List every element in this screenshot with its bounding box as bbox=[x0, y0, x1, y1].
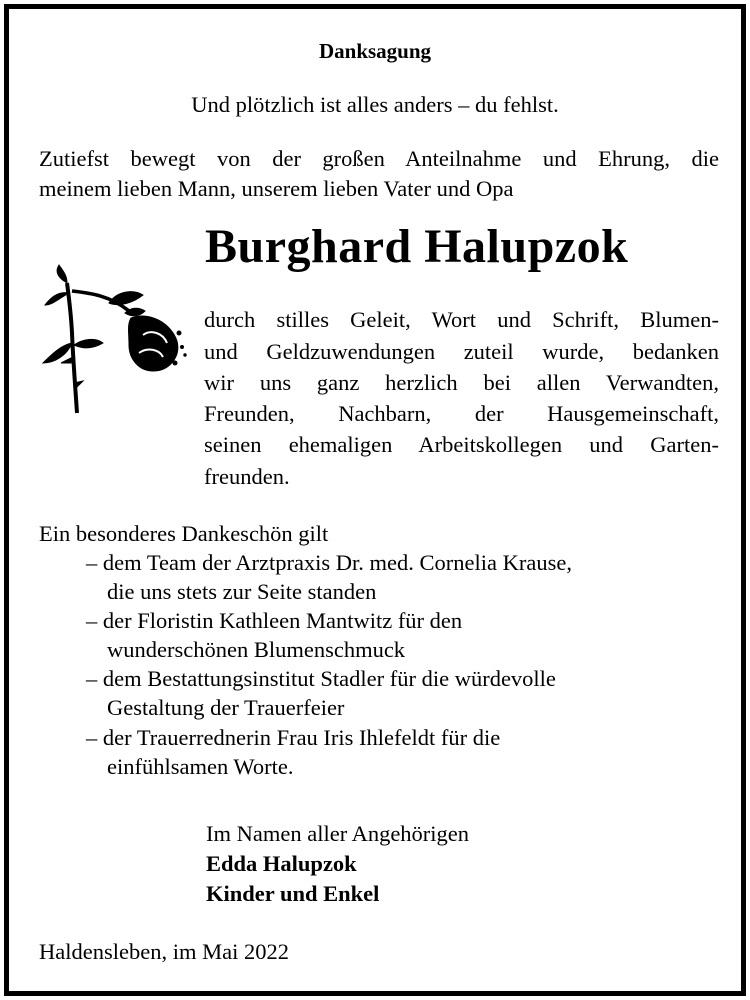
intro-line: Zutiefst bewegt von der großen Anteilnahme und Ehrung, die bbox=[39, 146, 719, 171]
thanks-item-continuation: einfühlsamen Worte. bbox=[107, 754, 294, 779]
place-date: Haldensleben, im Mai 2022 bbox=[39, 939, 289, 964]
thanks-item-continuation: die uns stets zur Seite standen bbox=[107, 579, 377, 604]
body-line: Freunden, Nachbarn, der Hausgemeinschaft, bbox=[204, 401, 719, 426]
body-line: und Geldzuwendungen zuteil wurde, bedanken bbox=[204, 339, 719, 364]
intro-line: meinem lieben Mann, unserem lieben Vater und Opa bbox=[39, 176, 514, 201]
obituary-notice bbox=[4, 4, 746, 996]
rose-icon bbox=[39, 263, 189, 423]
thanks-item: – dem Team der Arztpraxis Dr. med. Cornelia Krause, bbox=[86, 550, 572, 575]
body-line: seinen ehemaligen Arbeitskollegen und Garten- bbox=[204, 432, 719, 457]
signature-line: Im Namen aller Angehörigen bbox=[206, 821, 470, 846]
thanks-item-continuation: wunderschönen Blumenschmuck bbox=[107, 637, 406, 662]
thanks-item: – der Trauerrednerin Frau Iris Ihlefeldt für die bbox=[86, 725, 501, 750]
notice-subtitle: Und plötzlich ist alles anders – du fehlst. bbox=[191, 92, 559, 117]
deceased-name: Burghard Halupzok bbox=[205, 220, 629, 273]
thanks-item-continuation: Gestaltung der Trauerfeier bbox=[107, 695, 345, 720]
thanks-item: – der Floristin Kathleen Mantwitz für den bbox=[86, 608, 463, 633]
notice-heading: Danksagung bbox=[318, 39, 432, 63]
signature-family: Kinder und Enkel bbox=[206, 881, 380, 906]
body-line: wir uns ganz herzlich bei allen Verwandten, bbox=[204, 370, 719, 395]
thanks-item: – dem Bestattungsinstitut Stadler für die würdevolle bbox=[86, 666, 556, 691]
special-thanks-intro: Ein besonderes Dankeschön gilt bbox=[39, 521, 329, 546]
body-line: durch stilles Geleit, Wort und Schrift, Blumen- bbox=[204, 307, 719, 332]
signature-name: Edda Halupzok bbox=[206, 851, 357, 876]
body-line: freunden. bbox=[204, 464, 290, 489]
